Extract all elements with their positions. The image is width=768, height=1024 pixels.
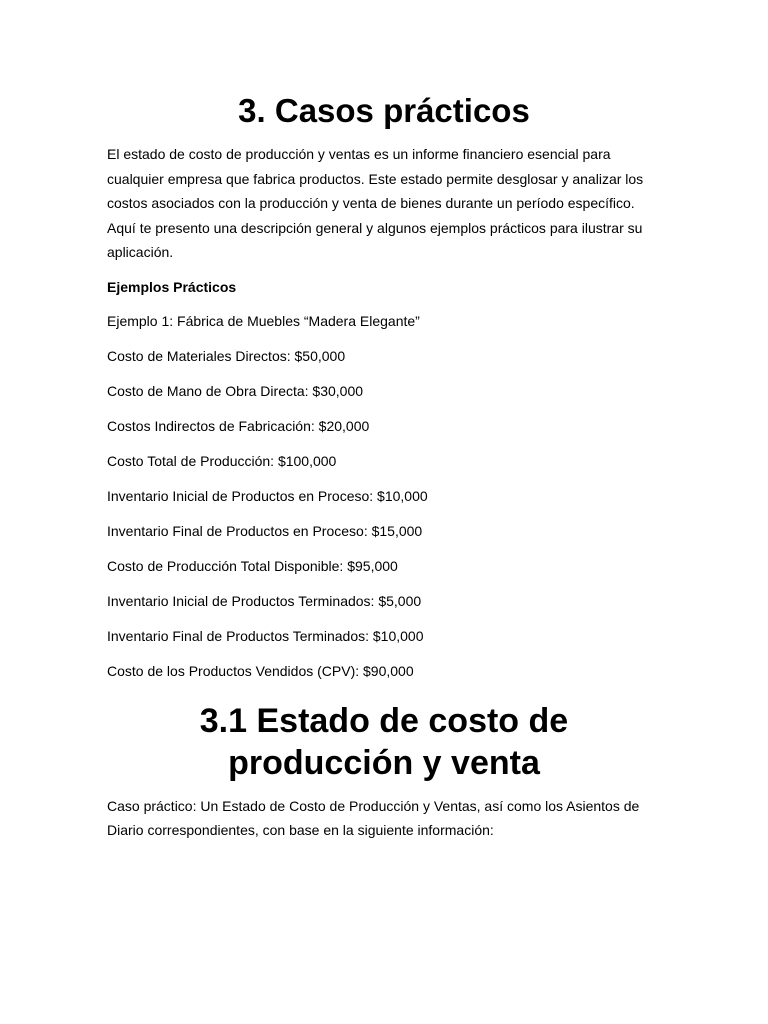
example-line-materials: Costo de Materiales Directos: $50,000 [107, 348, 346, 364]
intro-paragraph: El estado de costo de producción y ventas es un informe financiero esencial para cualquier empresa que fabrica productos. Este estado permite desglosar y analizar los costos asociados con la producción y venta de bienes durante un período específico. Aquí te presento una descripción general y algunos ejemplos prácticos para ilustrar su aplicación. [107, 146, 644, 260]
section-title: 3. Casos prácticos [238, 92, 530, 129]
example-line-initial-wip: Inventario Inicial de Productos en Proceso: $10,000 [107, 488, 428, 504]
examples-list [107, 309, 661, 684]
example-title: Ejemplo 1: Fábrica de Muebles “Madera Elegante” [107, 313, 420, 329]
case-paragraph: Caso práctico: Un Estado de Costo de Producción y Ventas, así como los Asientos de Diario correspondientes, con base en la siguiente información: [107, 797, 640, 838]
examples-heading: Ejemplos Prácticos [107, 278, 237, 295]
example-line-total-production: Costo Total de Producción: $100,000 [107, 453, 337, 469]
example-line-overhead: Costos Indirectos de Fabricación: $20,000 [107, 418, 370, 434]
example-line-initial-finished: Inventario Inicial de Productos Terminados: $5,000 [107, 593, 422, 609]
document-page [107, 90, 661, 843]
example-line-cogs: Costo de los Productos Vendidos (CPV): $90,000 [107, 663, 414, 679]
example-line-final-finished: Inventario Final de Productos Terminados: $10,000 [107, 628, 424, 644]
example-line-labor: Costo de Mano de Obra Directa: $30,000 [107, 383, 364, 399]
example-line-final-wip: Inventario Final de Productos en Proceso: $15,000 [107, 523, 423, 539]
example-line-available: Costo de Producción Total Disponible: $95,000 [107, 558, 398, 574]
subsection-title: 3.1 Estado de costo de producción y venta [199, 701, 569, 782]
